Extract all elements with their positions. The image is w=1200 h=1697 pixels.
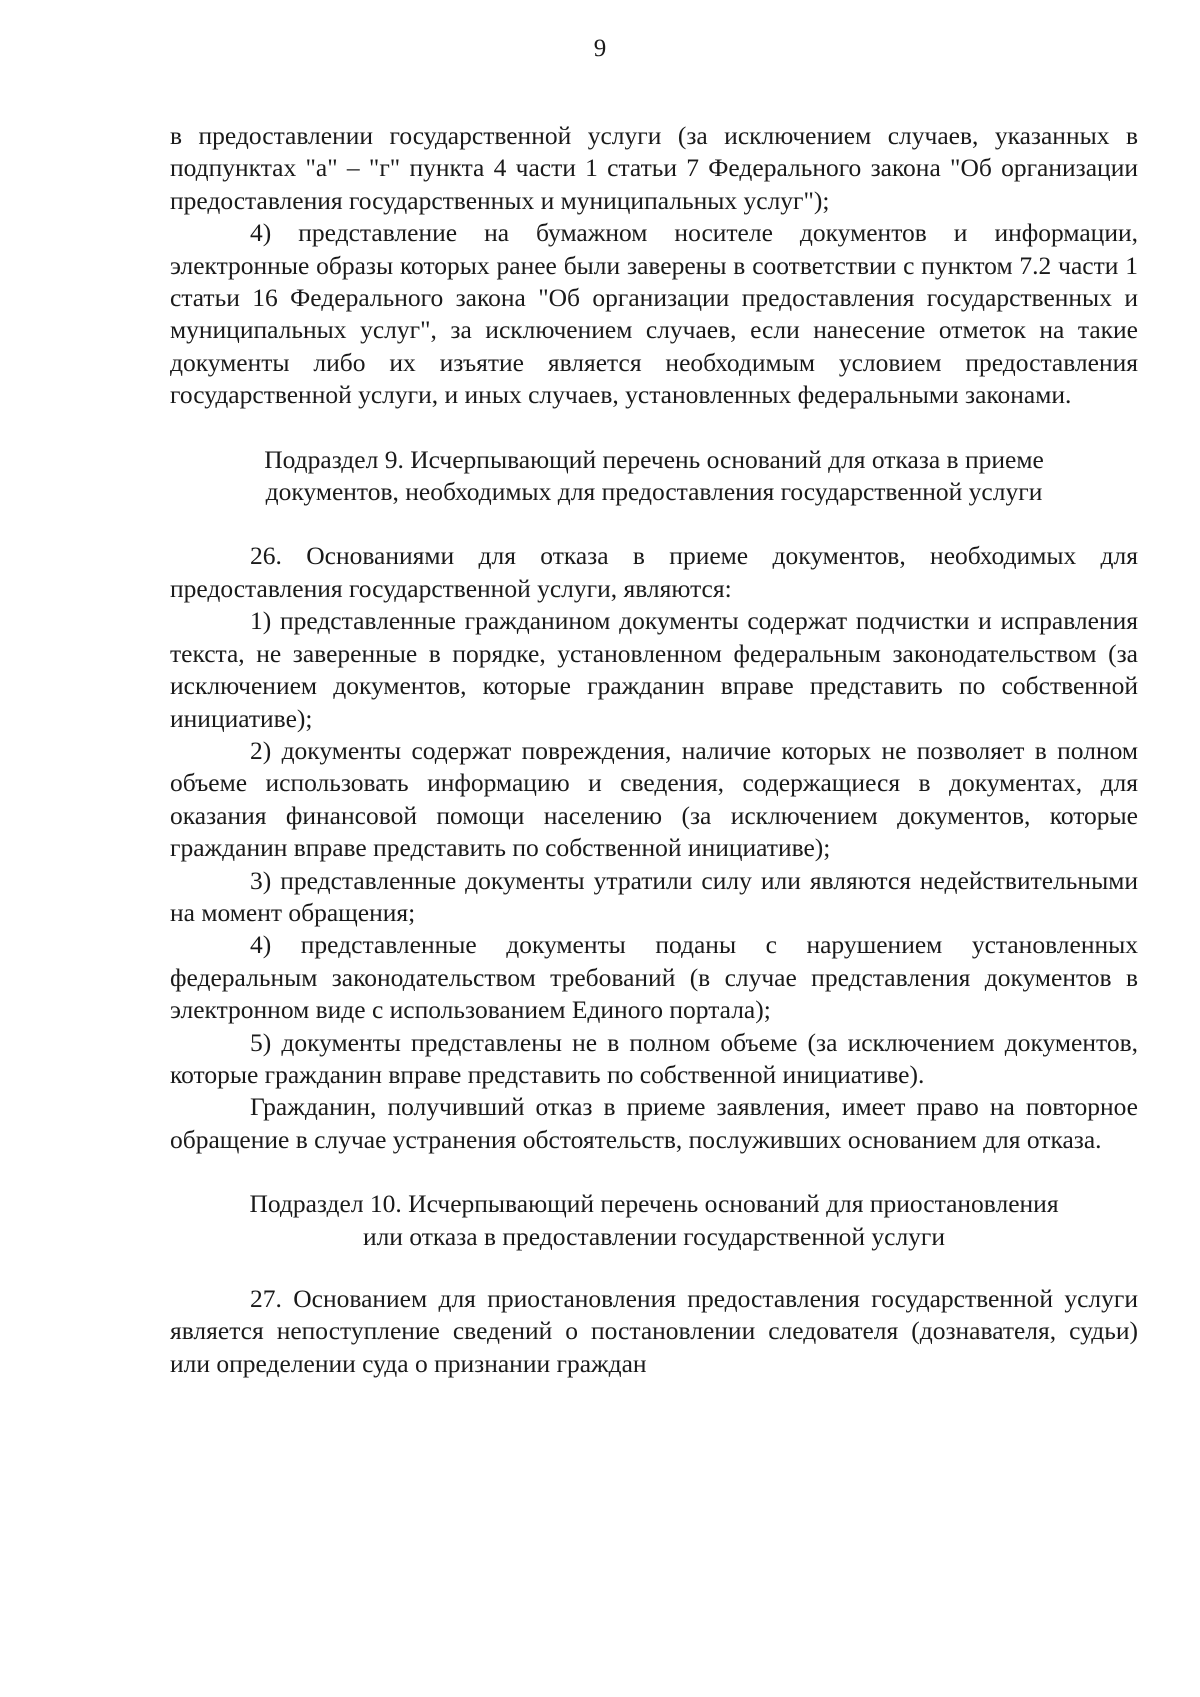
heading-line: или отказа в предоставлении государственной услуги	[362, 1221, 946, 1251]
clause-26-item-2: 2) документы содержат повреждения, наличие которых не позволяет в полном объеме использовать информацию и сведения, содержащиеся в документах, для оказания финансовой помощи населению (за исключением документов, которые гражданин вправе представить по собственной инициативе);	[170, 735, 1138, 863]
list-item-4: 4) представление на бумажном носителе документов и информации, электронные образы которых ранее были заверены в соответствии с пунктом 7.2 части 1 статьи 16 Федерального закона "Об организации предоставления государственных и муниципальных услуг", за исключением случаев, если нанесение отметок на такие документы либо их изъятие является необходимым условием предоставления государственной услуги, и иных случаев, установленных федеральными законами.	[170, 218, 1138, 410]
subsection-9-heading	[170, 444, 1138, 509]
spacer	[170, 412, 1138, 444]
heading-line: документов, необходимых для предоставления государственной услуги	[265, 477, 1043, 507]
clause-27: 27. Основанием для приостановления предоставления государственной услуги является непоступление сведений о постановлении следователя (дознавателя, судьи) или определении суда о признании граждан	[170, 1284, 1138, 1378]
clause-26-item-4: 4) представленные документы поданы с нарушением установленных федеральным законодательством требований (в случае представления документов в электронном виде с использованием Единого портала);	[170, 930, 1138, 1025]
page-number: 9	[593, 35, 607, 62]
spacer	[170, 1253, 1138, 1283]
clause-26: 26. Основаниями для отказа в приеме документов, необходимых для предоставления государственной услуги, являются:	[170, 541, 1138, 603]
heading-line: Подраздел 9. Исчерпывающий перечень оснований для отказа в приеме	[264, 444, 1044, 474]
paragraph-continuation: в предоставлении государственной услуги (за исключением случаев, указанных в подпунктах "а" – "г" пункта 4 части 1 статьи 7 Федерального закона "Об организации предоставления государственных и муниципальных услуг");	[170, 121, 1138, 215]
document-body	[170, 120, 1138, 1380]
subsection-10-heading	[170, 1188, 1138, 1253]
spacer	[170, 1156, 1138, 1188]
spacer	[170, 508, 1138, 540]
clause-26-item-5: 5) документы представлены не в полном объеме (за исключением документов, которые гражданин вправе представить по собственной инициативе).	[170, 1027, 1138, 1089]
clause-26-note: Гражданин, получивший отказ в приеме заявления, имеет право на повторное обращение в случае устранения обстоятельств, послуживших основанием для отказа.	[170, 1092, 1138, 1154]
clause-26-item-1: 1) представленные гражданином документы содержат подчистки и исправления текста, не заверенные в порядке, установленном федеральным законодательством (за исключением документов, которые гражданин вправе представить по собственной инициативе);	[170, 606, 1138, 733]
heading-line: Подраздел 10. Исчерпывающий перечень оснований для приостановления	[249, 1189, 1059, 1219]
clause-26-item-3: 3) представленные документы утратили силу или являются недействительными на момент обращения;	[170, 865, 1138, 927]
